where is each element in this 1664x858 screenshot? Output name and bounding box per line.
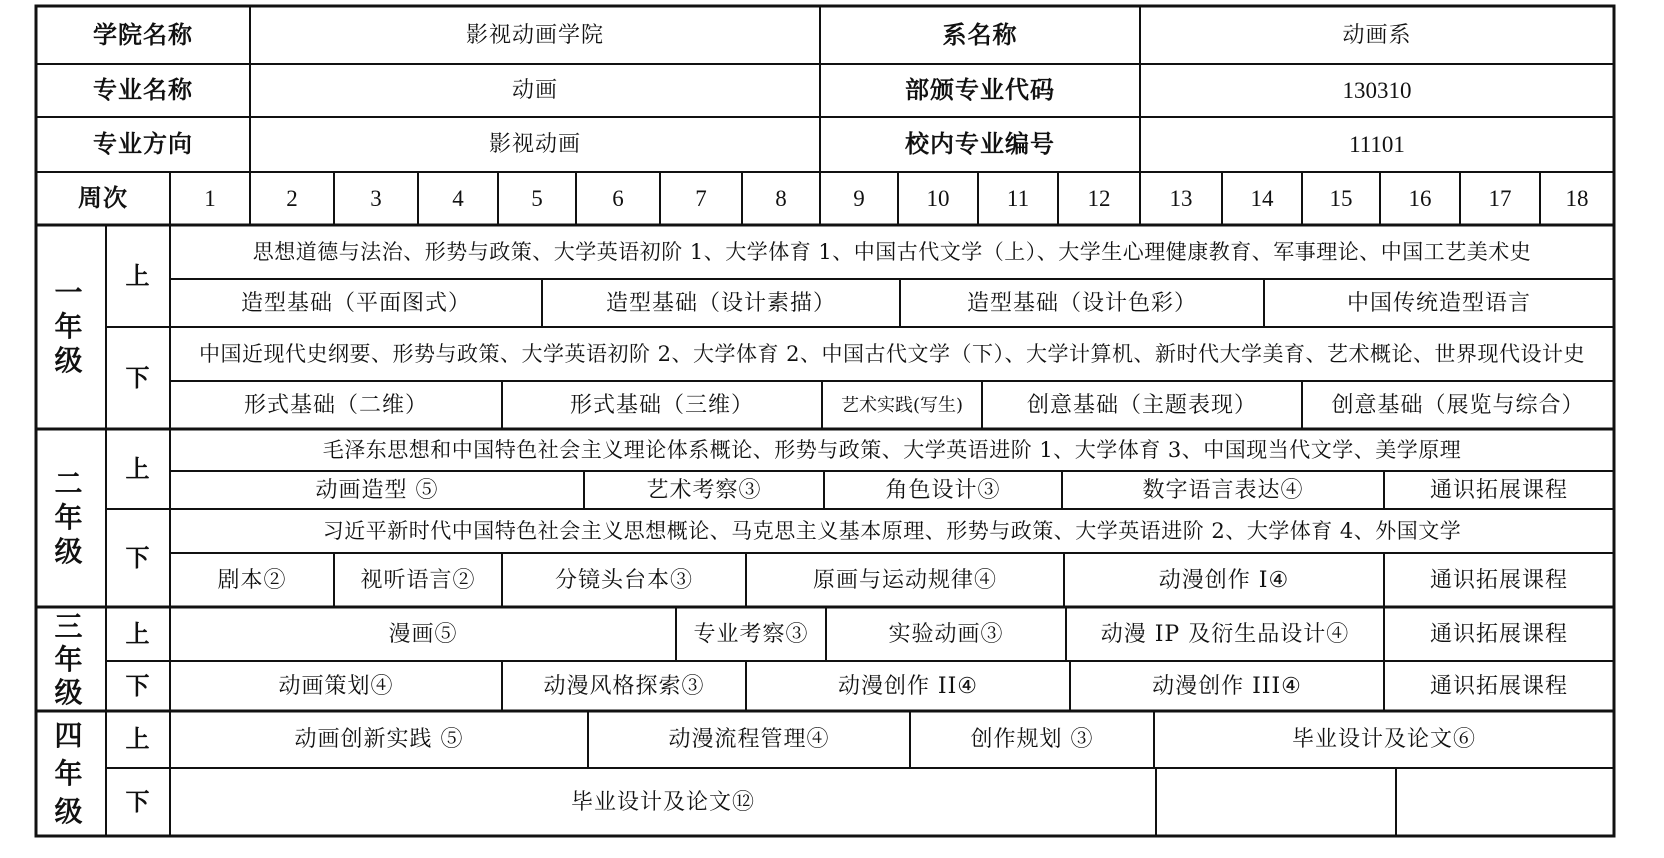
course-cell: 创作规划 ③ <box>970 727 1094 752</box>
course-cell: 创意基础（展览与综合） <box>1331 392 1585 418</box>
year-char: 年 <box>54 501 84 534</box>
college-label: 学院名称 <box>93 20 193 49</box>
course-cell: 毕业设计及论文⑫ <box>570 789 755 815</box>
course-cell: 动漫 IP 及衍生品设计④ <box>1100 621 1350 647</box>
y2-lower-general-courses: 习近平新时代中国特色社会主义思想概论、马克思主义基本原理、形势与政策、大学英语进阶 2、大学体育 4、外国文学 <box>322 518 1462 543</box>
course-cell: 通识拓展课程 <box>1429 477 1568 503</box>
year-char: 三 <box>54 609 84 643</box>
y1-lower-general-courses: 中国近现代史纲要、形势与政策、大学英语初阶 2、大学体育 2、中国古代文学（下）、大学计算机、新时代大学美育、艺术概论、世界现代设计史 <box>198 342 1586 366</box>
week-number: 16 <box>1408 186 1432 211</box>
week-number: 7 <box>695 186 707 211</box>
course-cell: 动画创新实践 ⑤ <box>294 727 464 752</box>
course-cell: 动画造型 ⑤ <box>315 477 439 503</box>
year-char: 年 <box>54 310 84 343</box>
semester-lower-label: 下 <box>125 671 151 700</box>
major-code-label: 部颁专业代码 <box>905 76 1055 104</box>
week-number: 3 <box>370 186 382 211</box>
week-number: 9 <box>853 186 865 211</box>
course-cell: 通识拓展课程 <box>1429 621 1568 647</box>
year-4-label <box>36 711 102 836</box>
course-cell: 形式基础（三维） <box>569 392 754 418</box>
course-cell: 形式基础（二维） <box>243 392 428 418</box>
course-cell: 艺术考察③ <box>646 477 762 503</box>
major-label: 专业名称 <box>93 76 193 104</box>
year-char: 四 <box>54 718 84 752</box>
course-cell: 通识拓展课程 <box>1429 673 1568 699</box>
major-value: 动画 <box>511 78 558 103</box>
course-cell: 动画策划④ <box>278 673 394 699</box>
week-number: 13 <box>1169 186 1193 211</box>
weeks-label: 周次 <box>78 184 128 212</box>
week-number: 2 <box>286 186 298 211</box>
course-cell: 中国传统造型语言 <box>1346 290 1531 316</box>
empty-cell <box>1156 768 1396 836</box>
week-number: 18 <box>1565 186 1589 211</box>
semester-upper-label: 上 <box>125 261 151 290</box>
college-value: 影视动画学院 <box>465 22 604 48</box>
course-cell: 动漫风格探索③ <box>543 673 705 699</box>
school-code-value: 11101 <box>1349 132 1405 157</box>
course-cell: 毕业设计及论文⑥ <box>1291 727 1476 752</box>
year-2-label <box>36 429 102 607</box>
year-char: 级 <box>54 794 84 828</box>
semester-upper-label: 上 <box>125 619 151 648</box>
school-code-label: 校内专业编号 <box>905 130 1055 158</box>
course-cell: 通识拓展课程 <box>1429 567 1568 593</box>
course-cell: 原画与运动规律④ <box>812 567 997 593</box>
year-1-label <box>36 225 102 429</box>
semester-upper-label: 上 <box>125 725 151 753</box>
course-cell: 漫画⑤ <box>388 621 458 647</box>
year-char: 二 <box>54 467 84 500</box>
course-cell: 造型基础（设计色彩） <box>966 290 1197 316</box>
department-value: 动画系 <box>1342 22 1412 48</box>
y1-upper-general-courses: 思想道德与法治、形势与政策、大学英语初阶 1、大学体育 1、中国古代文学（上）、大学生心理健康教育、军事理论、中国工艺美术史 <box>252 240 1532 264</box>
year-char: 年 <box>54 756 84 790</box>
week-number: 1 <box>204 186 216 211</box>
year-char: 一 <box>54 276 84 309</box>
semester-lower-label: 下 <box>125 787 151 816</box>
course-cell: 艺术实践(写生) <box>840 394 964 416</box>
course-cell: 造型基础（平面图式） <box>240 290 471 316</box>
y2-upper-general-courses: 毛泽东思想和中国特色社会主义理论体系概论、形势与政策、大学英语进阶 1、大学体育 3、中国现当代文学、美学原理 <box>322 437 1462 462</box>
week-number: 11 <box>1006 186 1030 211</box>
week-number: 6 <box>612 186 624 211</box>
course-cell: 数字语言表达④ <box>1142 477 1304 503</box>
direction-value: 影视动画 <box>488 132 581 157</box>
course-cell: 实验动画③ <box>888 621 1004 647</box>
course-cell: 动漫创作 III④ <box>1152 673 1302 699</box>
week-number: 15 <box>1329 186 1353 211</box>
direction-label: 专业方向 <box>93 130 193 158</box>
week-number: 8 <box>775 186 787 211</box>
year-char: 级 <box>54 675 84 709</box>
year-char: 年 <box>54 642 84 676</box>
course-cell: 动漫创作 II④ <box>837 673 979 699</box>
major-code-value: 130310 <box>1342 78 1412 103</box>
week-number: 5 <box>531 186 543 211</box>
department-label: 系名称 <box>942 20 1018 49</box>
empty-cell <box>1396 768 1614 836</box>
year-3-label <box>36 607 102 711</box>
course-cell: 专业考察③ <box>693 621 809 647</box>
course-cell: 分镜头台本③ <box>554 567 693 593</box>
week-number: 12 <box>1087 186 1111 211</box>
course-cell: 动漫创作 I④ <box>1158 567 1290 593</box>
week-number: 10 <box>926 186 950 211</box>
course-cell: 剧本② <box>217 567 287 593</box>
week-number: 17 <box>1488 186 1512 211</box>
year-char: 级 <box>54 344 84 377</box>
semester-lower-label: 下 <box>125 543 151 572</box>
week-number: 14 <box>1250 186 1274 211</box>
course-cell: 造型基础（设计素描） <box>605 290 836 316</box>
semester-upper-label: 上 <box>125 454 151 483</box>
year-char: 级 <box>54 535 84 568</box>
course-cell: 创意基础（主题表现） <box>1026 392 1257 418</box>
course-cell: 视听语言② <box>360 567 476 593</box>
semester-lower-label: 下 <box>125 363 151 392</box>
course-cell: 动漫流程管理④ <box>668 727 830 752</box>
week-number: 4 <box>452 186 464 211</box>
course-cell: 角色设计③ <box>885 477 1001 503</box>
